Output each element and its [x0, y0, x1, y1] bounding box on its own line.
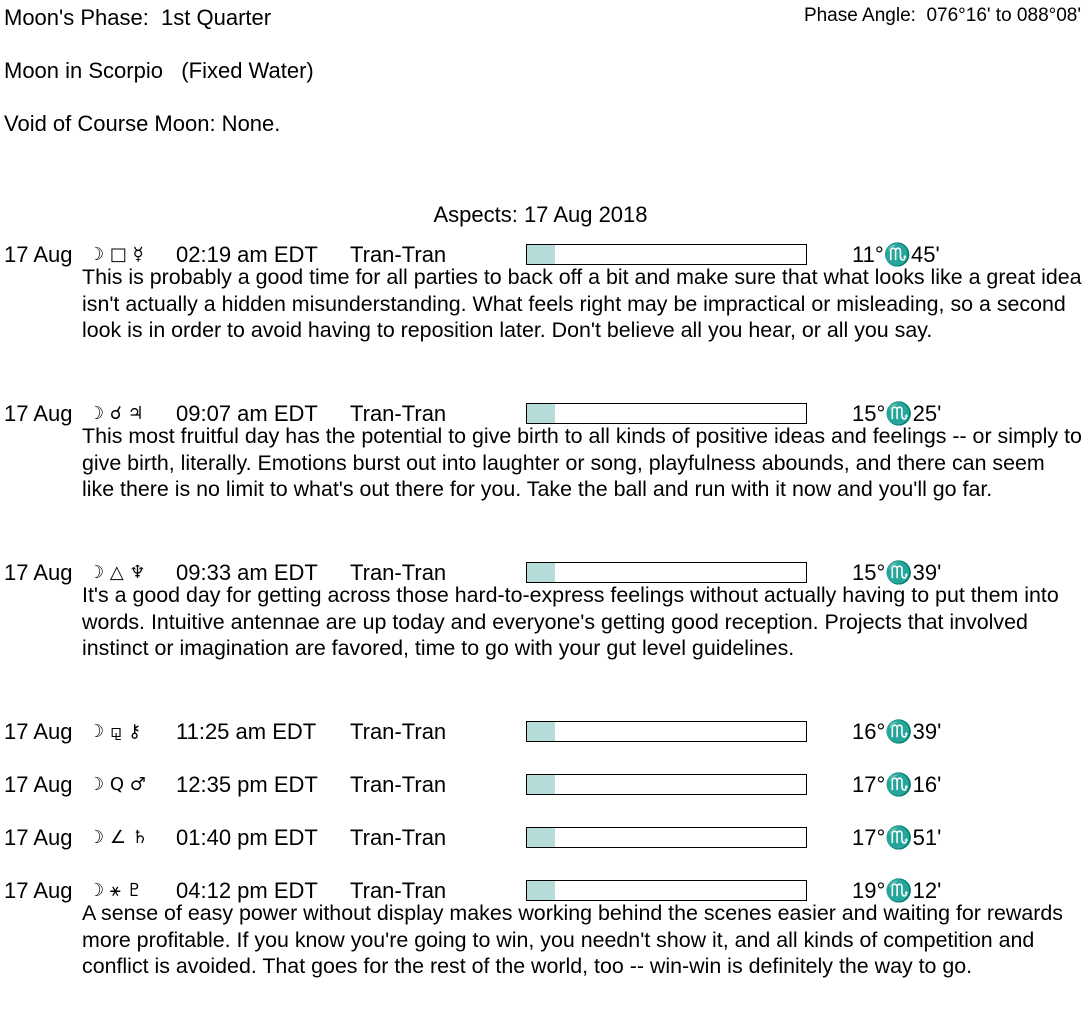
aspect-position: 16°♏39' — [852, 719, 942, 744]
aspect-strength-bar — [526, 562, 807, 583]
aspect-strength-bar — [526, 827, 807, 848]
aspect-time: 01:40 pm EDT — [176, 825, 318, 850]
aspect-glyphs: ☽ Q ♂ — [88, 774, 146, 795]
aspects-title: Aspects: 17 Aug 2018 — [433, 202, 648, 227]
aspect-date: 17 Aug — [4, 878, 73, 903]
aspect-date: 17 Aug — [4, 719, 73, 744]
aspect-position: 15°♏39' — [852, 560, 942, 585]
aspect-time: 09:07 am EDT — [176, 401, 318, 426]
aspect-type: Tran-Tran — [350, 719, 447, 744]
aspect-position: 11°♏45' — [852, 242, 940, 267]
aspect-time: 02:19 am EDT — [176, 242, 318, 267]
aspect-strength-bar — [526, 721, 807, 742]
aspect-description: This most fruitful day has the potential to give birth to all kinds of positive ideas and feelings -- or simply to give birth, literally. Emotions burst out into laughter or song, playfulness abounds, and there can seem like there is no limit to what's out there for you. Take the ball and run with it now and you'll go far. — [82, 424, 1082, 501]
aspect-type: Tran-Tran — [350, 825, 447, 850]
aspect-row — [0, 825, 1089, 851]
aspect-strength-bar — [526, 774, 807, 795]
aspect-date: 17 Aug — [4, 825, 73, 850]
aspect-type: Tran-Tran — [350, 560, 447, 585]
aspect-glyphs: ☽ ⚼ ⚷ — [88, 721, 142, 742]
aspect-date: 17 Aug — [4, 560, 73, 585]
aspect-strength-fill — [527, 828, 555, 847]
aspect-description: It's a good day for getting across those hard-to-express feelings without actually having to put them into words. Intuitive antennae are up today and everyone's getting good reception. Projects that involved instinct or imagination are favored, time to go with your gut level guidelines. — [82, 583, 1059, 660]
aspect-strength-fill — [527, 775, 555, 794]
aspect-date: 17 Aug — [4, 242, 73, 267]
aspect-strength-bar — [526, 880, 807, 901]
aspect-type: Tran-Tran — [350, 878, 447, 903]
aspect-strength-fill — [527, 881, 555, 900]
aspect-time: 12:35 pm EDT — [176, 772, 318, 797]
aspect-date: 17 Aug — [4, 772, 73, 797]
aspect-position: 17°♏51' — [852, 825, 942, 850]
aspect-description: This is probably a good time for all parties to back off a bit and make sure that what looks like a great idea isn't actually a hidden misunderstanding. What feels right may be impractical or misleading, so a second look is in order to avoid having to reposition later. Don't believe all you hear, or all you say. — [82, 265, 1082, 342]
aspect-position: 19°♏12' — [852, 878, 942, 903]
aspect-description: A sense of easy power without display makes working behind the scenes easier and waiting for rewards more profitable. If you know you're going to win, you needn't show it, and all kinds of competition and conflict is avoided. That goes for the rest of the world, too -- win-win is definitely the way to go. — [82, 901, 1063, 978]
aspect-position: 15°♏25' — [852, 401, 942, 426]
moon-phase-label: Moon's Phase: 1st Quarter — [4, 5, 272, 30]
aspect-glyphs: ☽ □ ☿ — [88, 244, 144, 265]
aspect-time: 09:33 am EDT — [176, 560, 318, 585]
aspect-glyphs: ☽ ☌ ♃ — [88, 403, 144, 424]
aspect-time: 04:12 pm EDT — [176, 878, 318, 903]
aspect-glyphs: ☽ ⚹ ♇ — [88, 880, 143, 901]
aspect-strength-fill — [527, 404, 555, 423]
aspect-glyphs: ☽ ∠ ♄ — [88, 827, 148, 848]
aspect-type: Tran-Tran — [350, 401, 447, 426]
aspect-strength-fill — [527, 245, 555, 264]
aspect-strength-fill — [527, 563, 555, 582]
aspect-strength-bar — [526, 244, 807, 265]
aspect-row — [0, 772, 1089, 798]
aspect-time: 11:25 am EDT — [176, 719, 317, 744]
aspect-date: 17 Aug — [4, 401, 73, 426]
aspect-row — [0, 719, 1089, 745]
void-of-course-label: Void of Course Moon: None. — [4, 111, 281, 136]
aspect-strength-fill — [527, 722, 555, 741]
aspect-position: 17°♏16' — [852, 772, 942, 797]
phase-angle-label: Phase Angle: 076°16' to 088°08' — [803, 5, 1081, 26]
moon-sign-label: Moon in Scorpio (Fixed Water) — [4, 58, 314, 83]
aspect-strength-bar — [526, 403, 807, 424]
aspect-type: Tran-Tran — [350, 242, 447, 267]
aspect-glyphs: ☽ △ ♆ — [88, 562, 146, 583]
aspect-type: Tran-Tran — [350, 772, 447, 797]
